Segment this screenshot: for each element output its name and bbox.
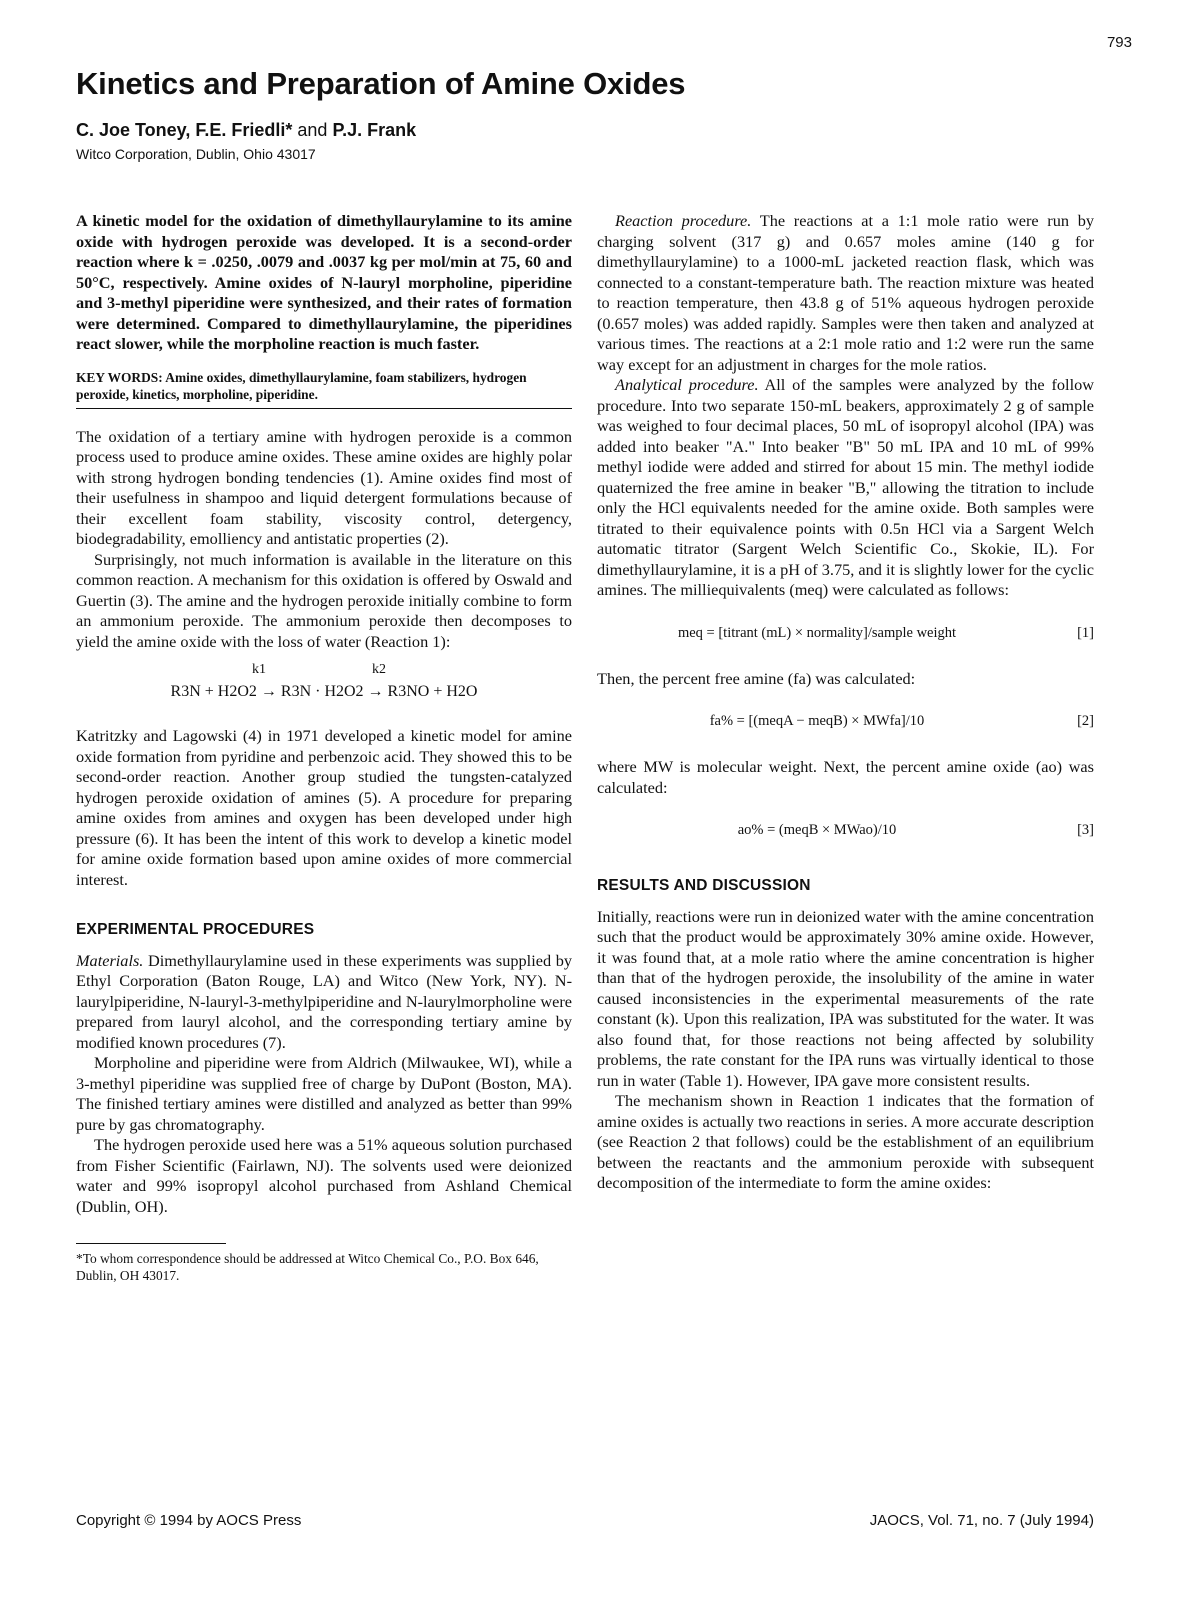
results-paragraph-1: Initially, reactions were run in deionized water with the amine concentration such that the product would be approximately 30% amine oxide. However, it was found that, at a mole ratio where the amine concentration is higher than that of the hydrogen peroxide, the insolubility of the amine in water caused inconsistencies in the experimental measurements of the rate constant (k). Upon this realization, IPA was substituted for the water. It was also found that, for those reactions not being affected by solubility problems, the rate constant for the IPA runs was virtually identical to those run in water (Table 1). However, IPA gave more consistent results. bbox=[597, 906, 1094, 1090]
materials-paragraph-2: Morpholine and piperidine were from Aldrich (Milwaukee, WI), while a 3-methyl piperidine was supplied free of charge by DuPont (Boston, MA). The finished tertiary amines were distilled and analyzed as better than 99% pure by gas chromatography. bbox=[76, 1053, 572, 1134]
rate-constant-k2: k2 bbox=[372, 662, 386, 677]
abstract-text: A kinetic model for the oxidation of dimethyllaurylamine to its amine oxide with hydrogen peroxide was developed. It is a second-order reaction where k = .0250, .0079 and .0037 kg per mol/min at 75, 60 and 50°C, respectively. Amine oxides of N-lauryl morpholine, piperidine and 3-methyl piperidine were synthesized, and their rates of formation were determined. Compared to dimethyllaurylamine, the piperidines react slower, while the morpholine reaction is much faster. bbox=[76, 211, 572, 353]
intro-paragraph-1: The oxidation of a tertiary amine with hydrogen peroxide is a common process used to produce amine oxides. These amine oxides are highly polar with strong hydrogen bonding tendencies (1). Amine oxides find most of their usefulness in shampoo and liquid detergent formulations because of their excellent foam stability, viscosity control, detergency, biodegradability, emolliency and antistatic properties (2). bbox=[76, 426, 572, 548]
materials-text: Dimethyllaurylamine used in these experiments was supplied by Ethyl Corporation (Baton Rouge, LA) and Witco (New York, NY). N-laurylpiperidine, N-lauryl-3-methylpiperidine and N-laurylmorpholine were prepared from lauryl alcohol, and the corresponding tertiary amine by modified known procedures (7). bbox=[76, 950, 572, 1052]
intro-paragraph-2: Surprisingly, not much information is available in the literature on this common reaction. A mechanism for this oxidation is offered by Oswald and Guertin (3). The amine and the hydrogen peroxide initially combine to form an ammonium peroxide. The ammonium peroxide then decomposes to yield the amine oxide with the loss of water (Reaction 1): bbox=[76, 549, 572, 651]
equation-1-expression: meq = [titrant (mL) × normality]/sample weight bbox=[677, 624, 957, 641]
footnote-divider bbox=[76, 1243, 226, 1244]
reaction-procedure-paragraph bbox=[597, 211, 1094, 375]
materials-label: Materials. bbox=[76, 950, 144, 970]
author-names-2: P.J. Frank bbox=[332, 120, 417, 140]
section-heading-experimental: EXPERIMENTAL PROCEDURES bbox=[76, 921, 315, 938]
equation-2-expression: fa% = [(meqA − meqB) × MWfa]/10 bbox=[709, 713, 925, 729]
equation-2 bbox=[597, 711, 1094, 737]
equation-text-1: Then, the percent free amine (fa) was calculated: bbox=[597, 668, 916, 688]
analytical-procedure-label: Analytical procedure. bbox=[615, 375, 759, 394]
right-column bbox=[597, 211, 1094, 1194]
author-conjunction: and bbox=[292, 120, 333, 140]
rate-constant-k1: k1 bbox=[252, 662, 266, 677]
reaction-equation: R3N + H2O2 → R3N · H2O2 → R3NO + H2O bbox=[170, 683, 478, 700]
reaction-procedure-text: The reactions at a 1:1 mole ratio were run by charging solvent (317 g) and 0.657 moles amine (140 g for dimethyllaurylamine) to a 1000-mL jacketed reaction flask, which was connected to a constant-temperature bath. The reaction mixture was heated to reaction temperature, then 43.8 g of 51% aqueous hydrogen peroxide (0.657 moles) was added rapidly. Samples were then taken and analyzed at various times. The reactions at a 2:1 mole ratio and 1:2 were run the same way except for an adjustment in charges for the mole ratios. bbox=[597, 211, 1094, 374]
abstract bbox=[76, 211, 572, 355]
reaction-1 bbox=[76, 660, 572, 710]
page-number: 793 bbox=[1106, 34, 1132, 51]
affiliation: Witco Corporation, Dublin, Ohio 43017 bbox=[76, 146, 316, 162]
intro-paragraph-3: Katritzky and Lagowski (4) in 1971 developed a kinetic model for amine oxide formation from pyridine and perbenzoic acid. They showed this to be second-order reaction. Another group studied the tungsten-catalyzed hydrogen peroxide oxidation of amines (5). A procedure for preparing amine oxides from amines and oxygen has been developed under high pressure (6). It has been the intent of this work to develop a kinetic model for amine oxide formation based upon amine oxides of more commercial interest. bbox=[76, 726, 572, 889]
materials-paragraph-3: The hydrogen peroxide used here was a 51% aqueous solution purchased from Fisher Scientific (Fairlawn, NJ). The solvents used were deionized water and 99% isopropyl alcohol purchased from Ashland Chemical (Dublin, OH). bbox=[76, 1135, 572, 1216]
reaction-procedure-label: Reaction procedure. bbox=[615, 211, 752, 230]
materials-paragraph bbox=[76, 951, 572, 1054]
author-list bbox=[76, 120, 416, 141]
left-column bbox=[76, 211, 572, 1284]
equation-1-number: [1] bbox=[1077, 624, 1094, 641]
analytical-procedure-paragraph bbox=[597, 375, 1094, 601]
footnote: *To whom correspondence should be addressed at Witco Chemical Co., P.O. Box 646, Dublin, OH 43017. bbox=[76, 1251, 539, 1283]
paper-title: Kinetics and Preparation of Amine Oxides bbox=[76, 66, 686, 101]
equation-2-number: [2] bbox=[1077, 713, 1094, 729]
equation-3-expression: ao% = (meqB × MWao)/10 bbox=[737, 822, 897, 838]
equation-text-2: where MW is molecular weight. Next, the percent amine oxide (ao) was calculated: bbox=[597, 757, 1094, 797]
equation-3-number: [3] bbox=[1077, 822, 1094, 838]
journal-citation: JAOCS, Vol. 71, no. 7 (July 1994) bbox=[869, 1512, 1094, 1529]
copyright-notice: Copyright © 1994 by AOCS Press bbox=[76, 1512, 302, 1529]
section-heading-results: RESULTS AND DISCUSSION bbox=[597, 877, 811, 894]
equation-1 bbox=[597, 623, 1094, 649]
equation-3 bbox=[597, 820, 1094, 846]
author-names-1: C. Joe Toney, F.E. Friedli* bbox=[76, 120, 293, 140]
results-paragraph-2: The mechanism shown in Reaction 1 indicates that the formation of amine oxides is actually two reactions in series. A more accurate description (see Reaction 2 that follows) could be the establishment of an equilibrium between the reactants and the ammonium peroxide with subsequent decomposition of the intermediate to form the amine oxides: bbox=[597, 1091, 1094, 1192]
analytical-procedure-text: All of the samples were analyzed by the follow procedure. Into two separate 150-mL beakers, approximately 2 g of sample was weighed to four decimal places, 50 mL of isopropyl alcohol (IPA) was added into beaker "A." Into beaker "B" 50 mL IPA and 10 mL of 99% methyl iodide were added and stirred for about 15 min. The methyl iodide quaternized the free amine in beaker "B," allowing the titration to include only the HCl equivalents needed for the amine oxide. Both samples were titrated to their equivalence points with 0.5n HCl via a Sargent Welch automatic titrator (Sargent Welch Scientific Co., Skokie, IL). For dimethyllaurylamine, it is a pH of 3.75, and it is slightly lower for the cyclic amines. The milliequivalents (meq) were calculated as follows: bbox=[597, 375, 1095, 599]
keywords: KEY WORDS: Amine oxides, dimethyllaurylamine, foam stabilizers, hydrogen peroxide, kinetics, morpholine, piperidine. bbox=[76, 369, 572, 409]
